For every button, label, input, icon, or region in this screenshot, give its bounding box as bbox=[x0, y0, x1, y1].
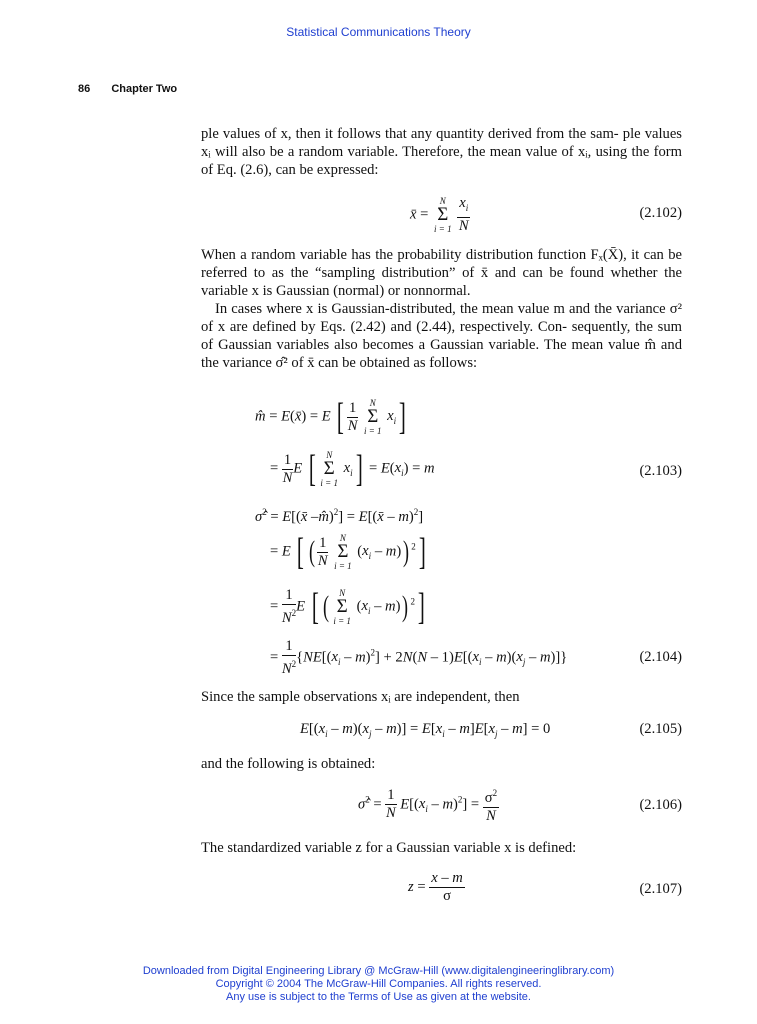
paragraph-6 bbox=[201, 839, 682, 857]
equation-2-103-line-1: m̂ = E(x̄) = E [ $\frac{1}{N}$ N Σ i = 1 $x_i$] bbox=[255, 396, 406, 438]
paragraph-1 bbox=[201, 125, 682, 179]
footer-copyright: Copyright © 2004 The McGraw-Hill Companies. All rights reserved. bbox=[215, 978, 542, 990]
page-number: 86 bbox=[78, 83, 91, 95]
equation-number-2-105: (2.105) bbox=[639, 721, 682, 737]
equation-2-104-line-4: = $\frac{1}{N^2}$ $\{NE[(x_i - m)^2] + 2N(N - 1)E[(x_i - m)(x_j - m)]\}$ bbox=[270, 638, 568, 677]
equation-2-105: $E[(x_i - m)(x_j - m)] = E[x_i - m]E[x_j - m] = 0$ bbox=[300, 721, 551, 739]
equation-2-107: z = $\frac{x - m}{\sigma}$ bbox=[408, 870, 463, 904]
equation-2-104-line-2: = E [ ( $\frac{1}{N}$ N Σ i = 1 $(x_i - m)$) $^2$] bbox=[270, 531, 426, 573]
equation-number-2-104: (2.104) bbox=[639, 649, 682, 665]
equation-number-2-103: (2.103) bbox=[639, 463, 682, 479]
paragraph-2-text: When a random variable has the probability distribution function Fₓ(X̄), it can be referred to as the “sampling distribution” of x̄ and can be found whether the variable x is Gaussian (normal) or nonnormal. bbox=[201, 247, 682, 299]
paragraph-3-text: In cases where x is Gaussian-distributed, the mean value m and the variance σ² of x are defined by Eqs. (2.42) and (2.44), respectively. Con- sequently, the sum of Gaussian variables also becomes a Gaussian variable. The mean value m̂ and the variance σ̂² of x̄ can be obtained as follows: bbox=[201, 301, 682, 371]
footer-download-link[interactable]: Downloaded from Digital Engineering Library @ McGraw-Hill (www.digitalengineeringlibrary.com) bbox=[142, 965, 615, 977]
equation-number-2-106: (2.106) bbox=[639, 797, 682, 813]
equation-2-103-line-2: = $\frac{1}{N}$ E [ N Σ i = 1 $x_i] = E(x_i) = m$ bbox=[270, 448, 435, 490]
equation-2-104-line-1: σ̂$^2$ = E[(x̄ –m̂)$^2$] = E[(x̄ – m)$^2$] bbox=[255, 507, 424, 525]
running-head bbox=[78, 83, 177, 95]
equation-number-2-107: (2.107) bbox=[639, 881, 682, 897]
footer-terms: Any use is subject to the Terms of Use as given at the website. bbox=[226, 991, 531, 1003]
equation-2-102: x̄ = N Σ i = 1 $\frac{x_i}{N}$ bbox=[410, 195, 469, 234]
paragraph-5 bbox=[201, 755, 682, 773]
footer-notice bbox=[0, 965, 757, 1004]
equation-number-2-102: (2.102) bbox=[639, 205, 682, 221]
paragraph-2 bbox=[201, 246, 682, 372]
paragraph-5-text: and the following is obtained: bbox=[201, 756, 376, 772]
equation-2-104-line-3: = $\frac{1}{N^2}$ E [ ( N Σ i = 1 $(x_i - m)$) $^2$] bbox=[270, 585, 425, 628]
chapter-label: Chapter Two bbox=[111, 83, 178, 95]
journal-title: Statistical Communications Theory bbox=[286, 25, 471, 39]
paragraph-6-text: The standardized variable z for a Gaussian variable x is defined: bbox=[201, 840, 577, 856]
paragraph-4 bbox=[201, 688, 682, 706]
paragraph-4-text: Since the sample observations xᵢ are independent, then bbox=[201, 689, 520, 705]
paragraph-1-text: ple values of x, then it follows that any quantity derived from the sam- ple values xᵢ will also be a random variable. Therefore, the mean value of xᵢ, using the form of Eq. (2.6), can be expressed: bbox=[201, 126, 682, 178]
equation-2-106: σ̂$^2$ = $\frac{1}{N}$ $E[(x_i - m)^2]$ = $\frac{\sigma^2}{N}$ bbox=[358, 785, 499, 825]
